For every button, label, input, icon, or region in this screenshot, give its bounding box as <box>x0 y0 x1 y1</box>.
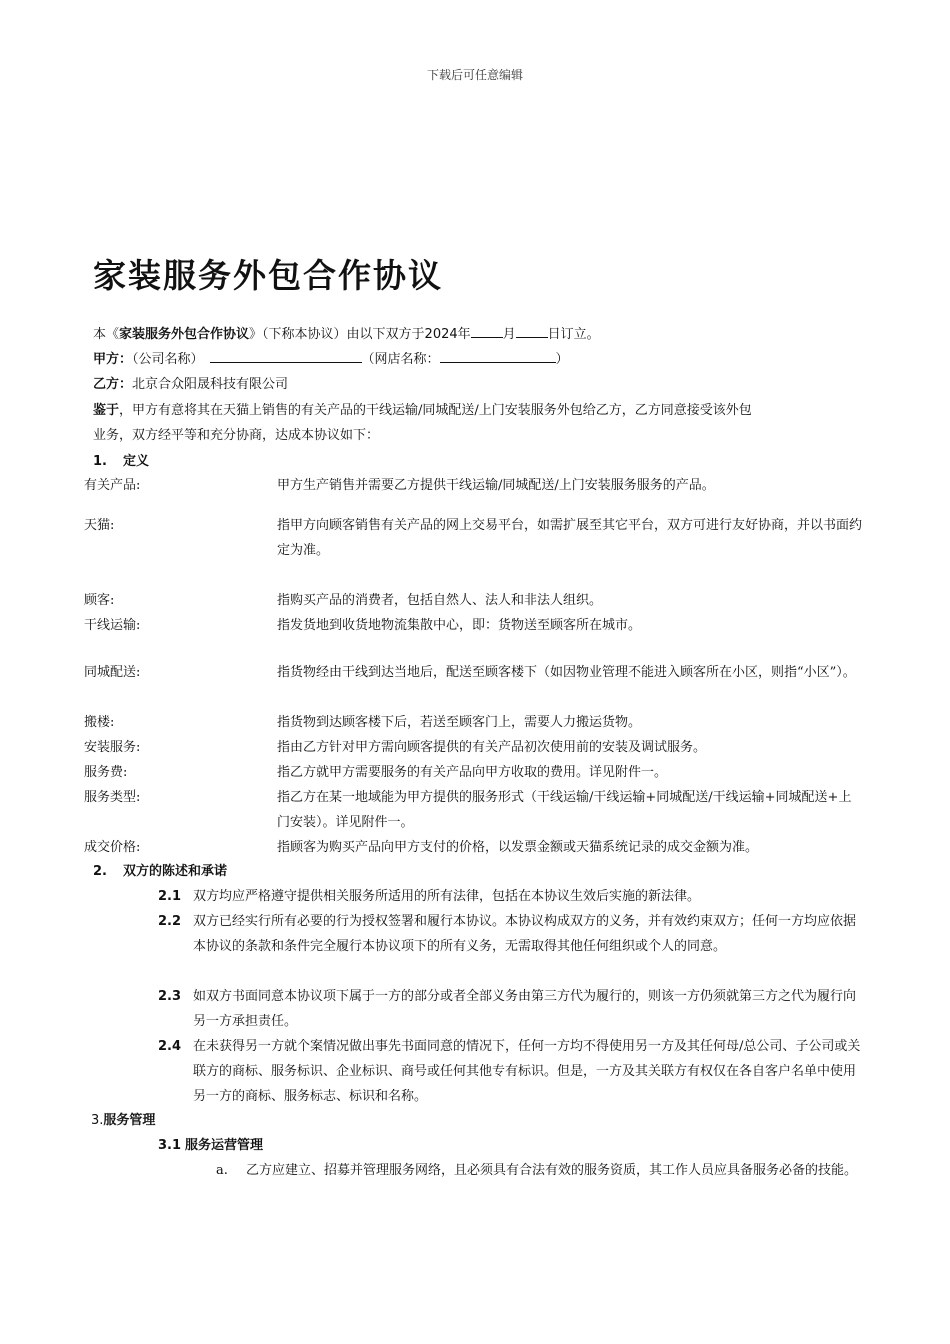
section-3-number: 3. <box>91 1113 104 1128</box>
def-term: 同城配送: <box>84 665 141 680</box>
intro-year: 2024 <box>424 327 458 342</box>
section-1-heading <box>93 449 149 474</box>
year-unit: 年 <box>457 327 471 342</box>
clause-number: 2.2 <box>158 914 182 929</box>
whereas-line-2: 业务，双方经平等和充分协商，达成本协议如下： <box>93 428 380 443</box>
shop-close: ） <box>555 352 569 367</box>
clause-text: 在未获得另一方就个案情况做出事先书面同意的情况下，任何一方均不得使用另一方及其任何母/总公司、子公司或关联方的商标、服务标识、企业标识、商号或任何其他专有标识。但是，一方及其关联方有权仅在各自客户名单中使用另一方的商标、服务标志、标识和名称。 <box>193 1039 861 1104</box>
section-3-heading <box>91 1108 155 1133</box>
whereas-text-1: ，甲方有意将其在天猫上销售的有关产品的干线运输/同城配送/上门安装服务外包给乙方，乙方同意接受该外包 <box>119 403 752 418</box>
day-suffix: 日订立。 <box>547 327 600 342</box>
def-term: 搬楼: <box>84 715 115 730</box>
clause-number: 2.4 <box>158 1039 182 1054</box>
intro-line <box>93 322 600 347</box>
section-3-title: 服务管理 <box>103 1113 156 1128</box>
def-text: 指乙方就甲方需要服务的有关产品向甲方收取的费用。详见附件一。 <box>277 765 668 780</box>
def-text: 指购买产品的消费者，包括自然人、法人和非法人组织。 <box>277 593 603 608</box>
def-text: 指顾客为购买产品向甲方支付的价格，以发票金额或天猫系统记录的成交金额为准。 <box>277 840 759 855</box>
section-1-title: 定义 <box>122 454 149 469</box>
shop-name-blank[interactable] <box>440 348 556 363</box>
whereas-label: 鉴于 <box>93 403 120 418</box>
company-name-blank[interactable] <box>210 348 362 363</box>
def-text: 指货物经由干线到达当地后，配送至顾客楼下（如因物业管理不能进入顾客所在小区，则指“小区”）。 <box>277 665 856 680</box>
def-text: 指由乙方针对甲方需向顾客提供的有关产品初次使用前的安装及调试服务。 <box>277 740 707 755</box>
party-a-line <box>93 347 569 372</box>
header-note: 下载后可任意编辑 <box>426 68 523 82</box>
def-term: 干线运输: <box>84 618 141 633</box>
section-1-number: 1. <box>93 454 107 469</box>
intro-prefix: 本《 <box>93 327 120 342</box>
party-b-label: 乙方： <box>93 377 133 392</box>
clause-text: 双方已经实行所有必要的行为授权签署和履行本协议。本协议构成双方的义务，并有效约束双方；任何一方均应依据本协议的条款和条件完全履行本协议项下的所有义务，无需取得其他任何组织或个人的同意。 <box>193 914 857 954</box>
clause-number: 2.1 <box>158 889 182 904</box>
party-a-label: 甲方： <box>93 352 133 367</box>
section-2-heading <box>93 859 227 884</box>
def-term: 服务费: <box>84 765 128 780</box>
def-term: 天猫: <box>84 518 115 533</box>
def-term: 顾客: <box>84 593 115 608</box>
month-blank[interactable] <box>471 323 503 338</box>
def-term: 安装服务: <box>84 740 141 755</box>
def-text: 甲方生产销售并需要乙方提供干线运输/同城配送/上门安装服务服务的产品。 <box>277 478 715 493</box>
clause-text: 双方均应严格遵守提供相关服务所适用的所有法律，包括在本协议生效后实施的新法律。 <box>193 889 701 904</box>
subsection-3-1-heading <box>158 1133 263 1158</box>
subsection-3-1-title: 服务运营管理 <box>185 1138 264 1153</box>
def-term: 成交价格: <box>84 840 141 855</box>
company-label: （公司名称） <box>132 352 204 367</box>
intro-suffix: 》（下称本协议）由以下双方于 <box>249 327 425 342</box>
agreement-name: 家装服务外包合作协议 <box>119 327 250 342</box>
whereas-line-1 <box>93 398 752 423</box>
month-unit: 月 <box>502 327 516 342</box>
day-blank[interactable] <box>516 323 548 338</box>
def-term: 服务类型: <box>84 790 141 805</box>
item-a-text: 乙方应建立、招募并管理服务网络，且必须具有合法有效的服务资质，其工作人员应具备服务必备的技能。 <box>246 1163 858 1178</box>
item-a-marker: a. <box>216 1163 228 1178</box>
document-title: 家装服务外包合作协议 <box>93 256 443 295</box>
section-2-title: 双方的陈述和承诺 <box>122 864 227 879</box>
def-term: 有关产品: <box>84 478 141 493</box>
clause-number: 2.3 <box>158 989 182 1004</box>
subsection-3-1-number: 3.1 <box>158 1138 182 1153</box>
def-text: 指货物到达顾客楼下后，若送至顾客门上，需要人力搬运货物。 <box>277 715 642 730</box>
def-text: 指甲方向顾客销售有关产品的网上交易平台，如需扩展至其它平台，双方可进行友好协商，并以书面约定为准。 <box>277 518 863 558</box>
party-b-value: 北京合众阳晟科技有限公司 <box>132 377 289 392</box>
def-text: 指发货地到收货地物流集散中心，即：货物送至顾客所在城市。 <box>277 618 642 633</box>
shop-label: （网店名称： <box>361 352 440 367</box>
clause-text: 如双方书面同意本协议项下属于一方的部分或者全部义务由第三方代为履行的，则该一方仍须就第三方之代为履行向另一方承担责任。 <box>193 989 857 1029</box>
def-text: 指乙方在某一地域能为甲方提供的服务形式（干线运输/干线运输+同城配送/干线运输+同城配送+上门安装）。详见附件一。 <box>277 790 852 830</box>
party-b-line <box>93 372 288 397</box>
section-2-number: 2. <box>93 864 107 879</box>
